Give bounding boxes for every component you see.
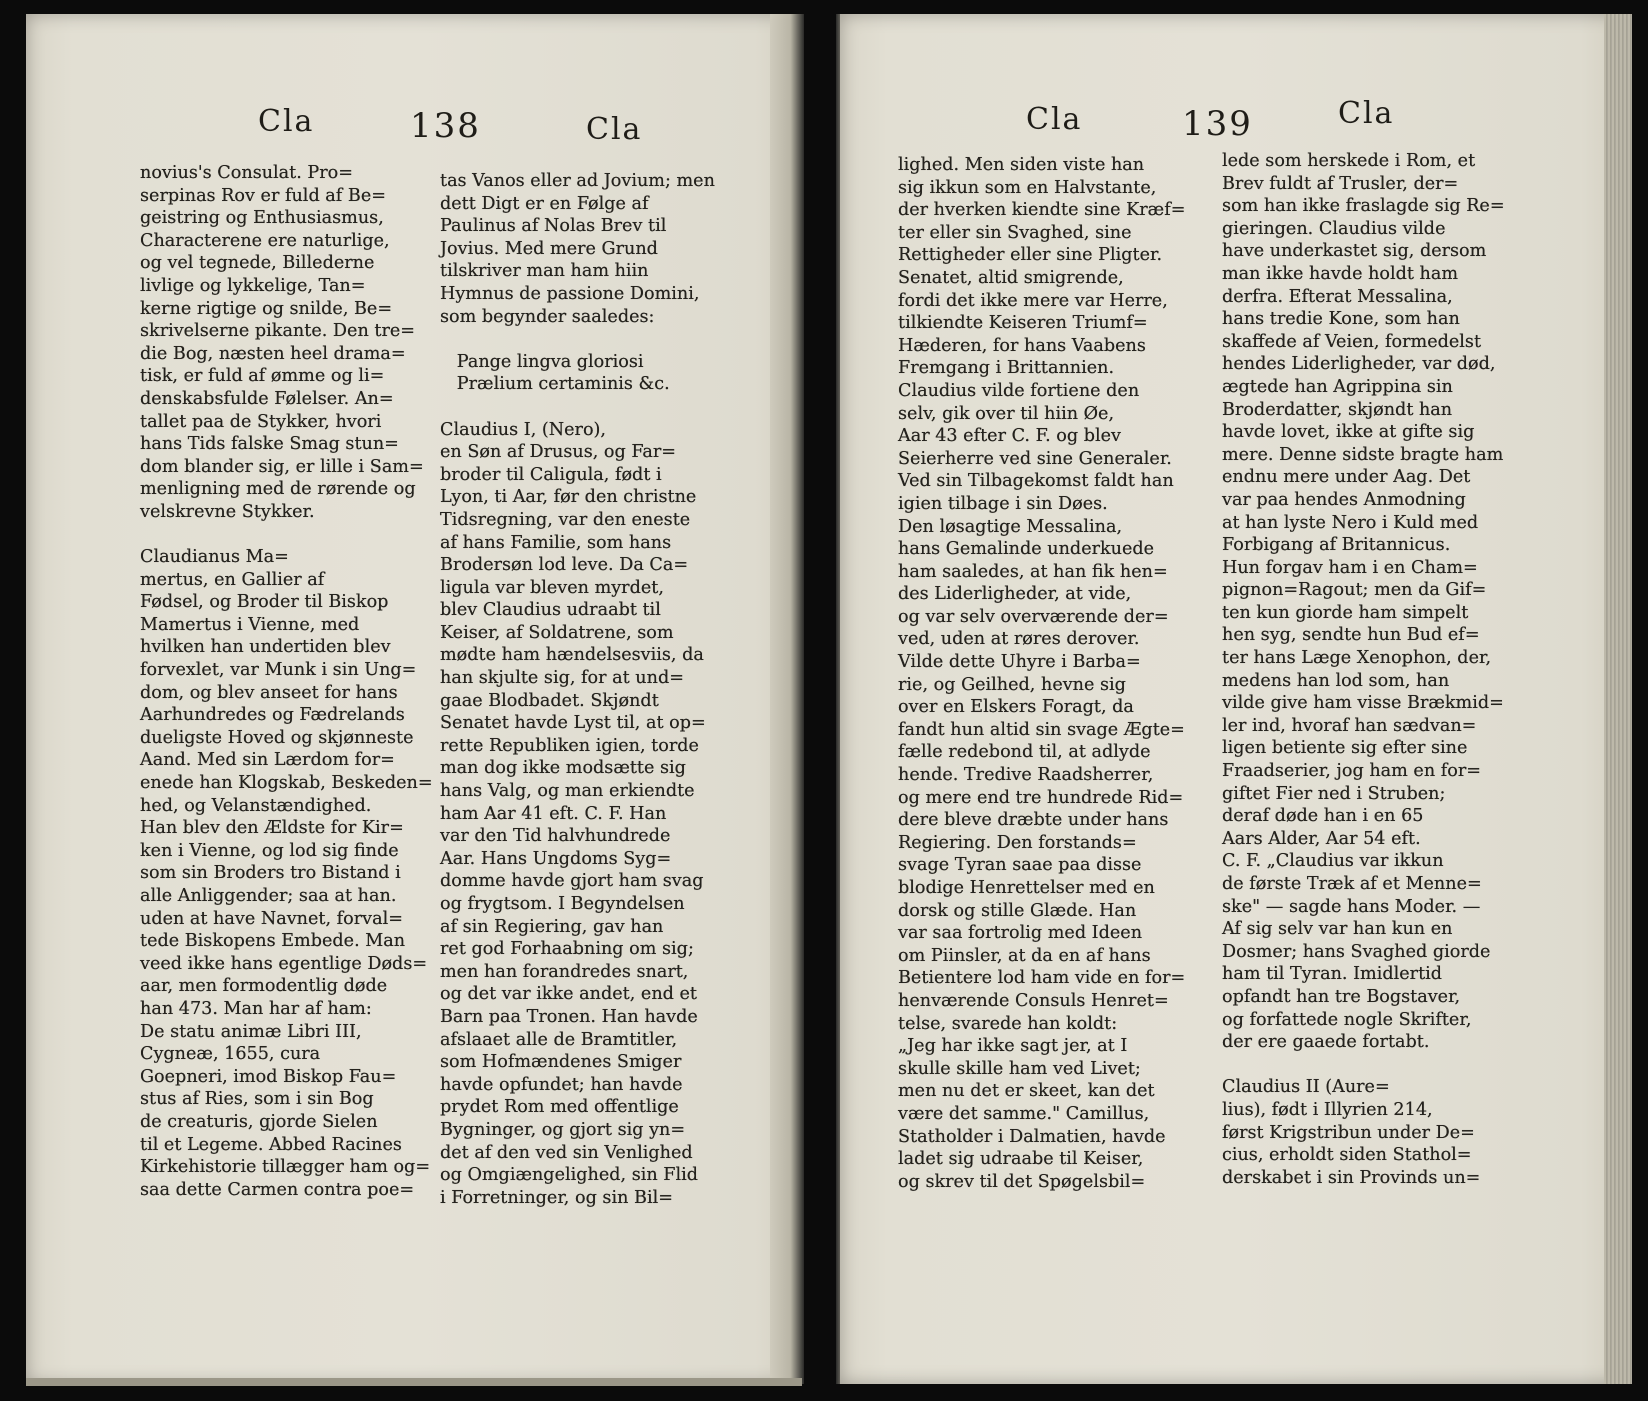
right-page-column-1: lighed. Men siden viste han sig ikkun som en Halvstante, der hverken kiendte sine Kræf= ter eller sin Svaghed, sine Rettigheder eller sine Pligter. Senatet, altid smigrende, fordi det ikke mere var Herre, tilkiendte Keiseren Triumf= Hæderen, for hans Vaabens Fremgang i Brittannien. Claudius vilde fortiene den selv, gik over til hiin Øe, Aar 43 efter C. F. og blev Seierherre ved sine Generaler. Ved sin Tilbagekomst faldt han igien tilbage i sin Døes. Den løsagtige Messalina, hans Gemalinde underkuede ham saaledes, at han fik hen= des Liderligheder, at vide, og var selv overværende der= ved, uden at røres derover. Vilde dette Uhyre i Barba= rie, og Geilhed, hevne sig over en Elskers Foragt, da fandt hun altid sin svage Ægte= fælle redebond til, at adlyde hende. Tredive Raadsherrer, og mere end tre hundrede Rid= dere bleve dræbte under hans Regiering. Den forstands= svage Tyran saae paa disse blodige Henrettelser med en dorsk og stille Glæde. Han var saa fortrolig med Ideen om Piinsler, at da en af hans Betientere lod ham vide en for= henværende Consuls Henret= telse, svarede han koldt: „Jeg har ikke sagt jer, at I skulle skille ham ved Livet; men nu det er skeet, kan det være det samme." Camillus, Statholder i Dalmatien, havde ladet sig udraabe til Keiser, og skrev til det Spøgelsbil= (898, 155, 1186, 1192)
right-page-column-2: lede som herskede i Rom, et Brev fuldt af Trusler, der= som han ikke fraslagde sig Re= gieringen. Claudius vilde have underkastet sig, dersom man ikke havde holdt ham derfra. Efterat Messalina, hans tredie Kone, som han skaffede af Veien, formedelst hendes Liderligheder, var død, ægtede han Agrippina sin Broderdatter, skjøndt han havde lovet, ikke at gifte sig mere. Denne sidste bragte ham endnu mere under Aag. Det var paa hendes Anmodning at han lyste Nero i Kuld med Forbigang af Britannicus. Hun forgav ham i en Cham= pignon=Ragout; men da Gif= ten kun giorde ham simpelt hen syg, sendte hun Bud ef= ter hans Læge Xenophon, der, medens han lod som, han vilde give ham visse Brækmid= ler ind, hvoraf han sædvan= ligen betiente sig efter sine Fraadserier, jog ham en for= giftet Fier ned i Struben; deraf døde han i en 65 Aars Alder, Aar 54 eft. C. F. „Claudius var ikkun de første Træk af et Menne= ske" — sagde hans Moder. — Af sig selv var han kun en Dosmer; hans Svaghed giorde ham til Tyran. Imidlertid opfandt han tre Bogstaver, og forfattede nogle Skrifter, der ere gaaede fortabt. Claudius II (Aure= lius), født i Illyrien 214, først Krigstribun under De= cius, erholdt siden Stathol= derskabet i sin Provinds un= (1222, 151, 1505, 1188)
right-page-number: 139 (1182, 104, 1253, 144)
left-page-column-2: tas Vanos eller ad Jovium; men dett Digt er en Følge af Paulinus af Nolas Brev til Jovius. Med mere Grund tilskriver man ham hiin Hymnus de passione Domini, som begynder saaledes: Pange lingva gloriosi Prælium certaminis &c. Claudius I, (Nero), en Søn af Drusus, og Far= broder til Caligula, født i Lyon, ti Aar, før den christne Tidsregning, var den eneste af hans Familie, som hans Brodersøn lod leve. Da Ca= ligula var bleven myrdet, blev Claudius udraabt til Keiser, af Soldatrene, som mødte ham hændelsesviis, da han skjulte sig, for at und= gaae Blodbadet. Skjøndt Senatet havde Lyst til, at op= rette Republiken igien, torde man dog ikke modsætte sig hans Valg, og man erkiendte ham Aar 41 eft. C. F. Han var den Tid halvhundrede Aar. Hans Ungdoms Syg= domme havde gjort ham svag og frygtsom. I Begyndelsen af sin Regiering, gav han ret god Forhaabning om sig; men han forandredes snart, og det var ikke andet, end et Barn paa Tronen. Han havde afslaaet alle de Bramtitler, som Hofmændenes Smiger havde opfundet; han havde prydet Rom med offentlige Bygninger, og gjort sig yn= det af den ved sin Venlighed og Omgiængelighed, sin Flid i Forretninger, og sin Bil= (440, 171, 715, 1208)
left-page-number: 138 (410, 106, 481, 146)
right-header-guide-word-right: Cla (1338, 96, 1395, 131)
right-header-guide-word-left: Cla (1026, 102, 1083, 137)
left-page-header (26, 100, 802, 160)
left-page-column-1: novius's Consulat. Pro= serpinas Rov er fuld af Be= geistring og Enthusiasmus, Characterene ere naturlige, og vel tegnede, Billederne livlige og lykkelige, Tan= kerne rigtige og snilde, Be= skrivelserne pikante. Den tre= die Bog, næsten heel drama= tisk, er fuld af ømme og li= denskabsfulde Følelser. An= tallet paa de Stykker, hvori hans Tids falske Smag stun= dom blander sig, er lille i Sam= menligning med de rørende og velskrevne Stykker. Claudianus Ma= mertus, en Gallier af Fødsel, og Broder til Biskop Mamertus i Vienne, med hvilken han undertiden blev forvexlet, var Munk i sin Ung= dom, og blev anseet for hans Aarhundredes og Fædrelands duеligste Hoved og skjønneste Aand. Med sin Lærdom for= enede han Klogskab, Beskeden= hed, og Velanstændighed. Han blev den Ældste for Kir= ken i Vienne, og lod sig finde som sin Broders tro Bistand i alle Anliggender; saa at han. uden at have Navnet, forval= tede Biskopens Embede. Man veed ikke hans egentlige Døds= aar, men formodentlig døde han 473. Man har af ham: De statu animæ Libri III, Cygneæ, 1655, cura Goepneri, imod Biskop Fau= stus af Ries, som i sin Bog de creaturis, gjorde Sielen til et Legeme. Abbed Racines Kirkehistorie tillægger ham og= saa dette Carmen contra poe= (140, 163, 433, 1200)
left-page-bottom-edge (26, 1378, 802, 1386)
left-header-guide-word-left: Cla (258, 104, 315, 139)
left-header-guide-word-right: Cla (586, 112, 643, 147)
right-page-fore-edge (1604, 14, 1632, 1384)
left-page-gutter-shadow (770, 14, 804, 1384)
